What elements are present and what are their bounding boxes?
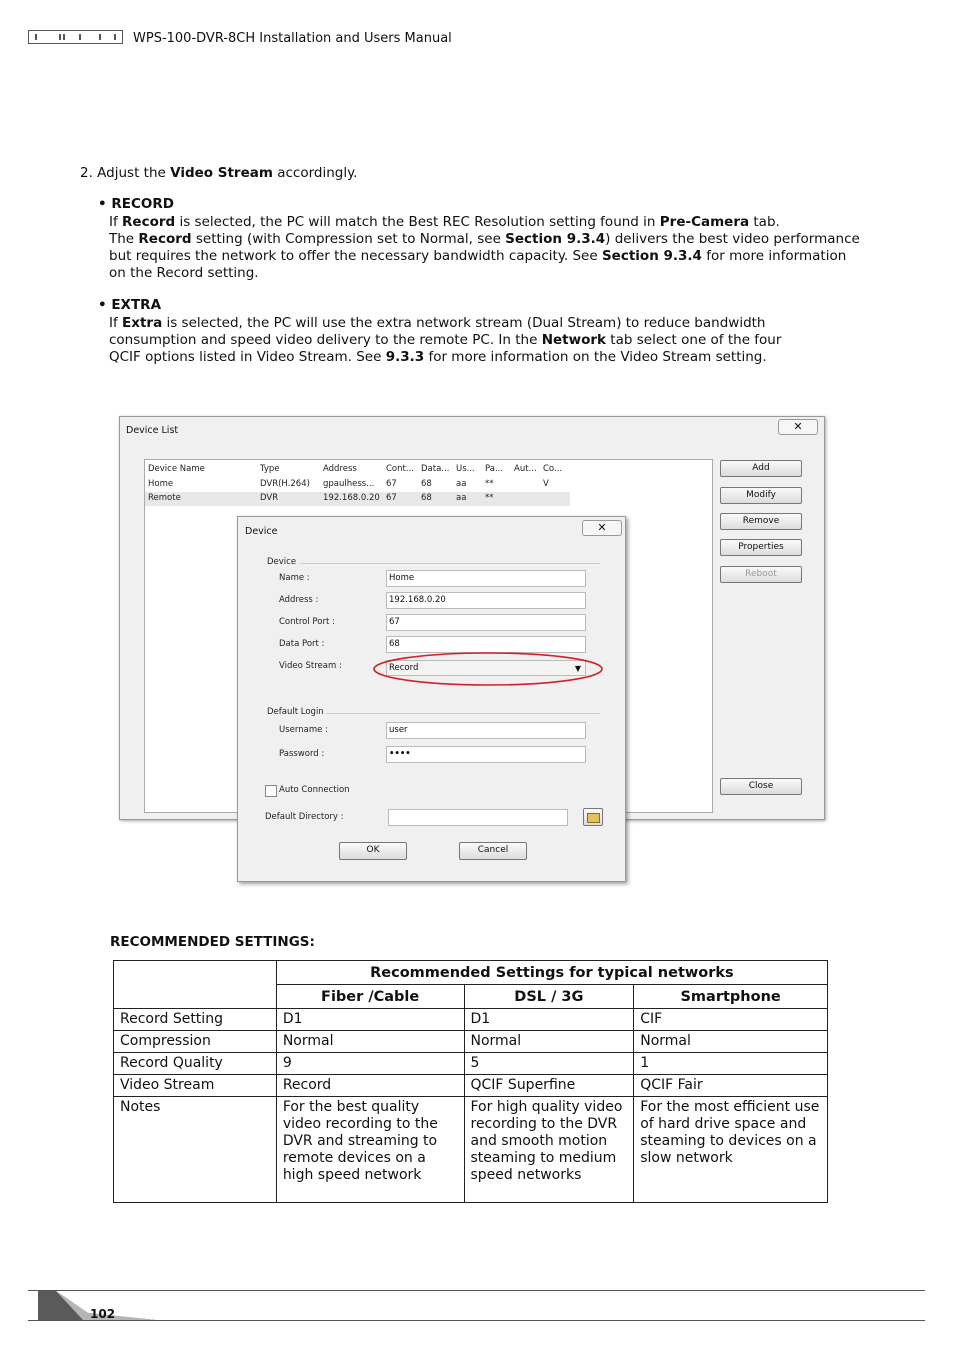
group-login-label: Default Login — [267, 707, 324, 717]
cell: Normal — [634, 1031, 828, 1053]
column-header: Fiber /Cable — [276, 985, 464, 1009]
footer-rule-bottom — [28, 1320, 925, 1321]
properties-button[interactable]: Properties — [720, 539, 802, 556]
cell: QCIF Fair — [634, 1075, 828, 1097]
table-row[interactable] — [145, 492, 570, 506]
cell: QCIF Superfine — [464, 1075, 634, 1097]
control-port-field[interactable]: 67 — [386, 614, 586, 631]
step-2-text: 2. Adjust the Video Stream accordingly. — [80, 165, 358, 181]
col-user[interactable]: Us... — [456, 464, 475, 474]
group-device-label: Device — [267, 557, 297, 567]
table-row — [114, 1075, 828, 1097]
password-label: Password : — [279, 749, 325, 759]
row-label: Video Stream — [114, 1075, 277, 1097]
cell: For the best quality video recording to the DVR and streaming to remote devices on a high speed network — [276, 1097, 464, 1203]
cell: For the most efficient use of hard drive space and steaming to devices on a slow network — [634, 1097, 828, 1203]
recommended-settings-table — [113, 960, 828, 1203]
address-label: Address : — [279, 595, 319, 605]
cell: 67 — [386, 493, 397, 503]
default-directory-label: Default Directory : — [265, 812, 344, 822]
ok-button[interactable]: OK — [339, 842, 407, 860]
device-list-title: Device List — [126, 425, 179, 436]
cell: ** — [485, 493, 494, 503]
cell: D1 — [276, 1009, 464, 1031]
column-header: DSL / 3G — [464, 985, 634, 1009]
video-stream-value: Record — [389, 663, 419, 673]
cancel-button[interactable]: Cancel — [459, 842, 527, 860]
username-field[interactable]: user — [386, 722, 586, 739]
row-label: Record Setting — [114, 1009, 277, 1031]
reboot-button[interactable]: Reboot — [720, 566, 802, 583]
cell: Home — [148, 479, 174, 489]
table-row[interactable] — [145, 478, 570, 492]
folder-icon — [587, 813, 600, 823]
close-button[interactable]: Close — [720, 778, 802, 795]
table-row — [114, 1031, 828, 1053]
row-label: Record Quality — [114, 1053, 277, 1075]
col-control[interactable]: Cont... — [386, 464, 414, 474]
name-field[interactable]: Home — [386, 570, 586, 587]
password-field[interactable]: •••• — [386, 746, 586, 763]
group-divider — [326, 713, 600, 714]
record-paragraph: If Record is selected, the PC will match the Best REC Resolution setting found in Pre-Camera tab. The Record setting (with Compression set to Normal, see Section 9.3.4) delivers the best video performance but requires the network to offer the necessary bandwidth capacity. See Section 9.3.4 for more information on the Record setting. — [109, 214, 860, 281]
cell: For high quality video recording to the DVR and smooth motion steaming to medium speed networks — [464, 1097, 634, 1203]
device-list-close-icon[interactable]: ✕ — [778, 419, 818, 435]
cell: Normal — [276, 1031, 464, 1053]
table-corner-cell — [114, 961, 277, 1009]
group-divider — [300, 563, 600, 564]
page-number: 102 — [90, 1307, 116, 1321]
col-data[interactable]: Data... — [421, 464, 450, 474]
video-stream-label: Video Stream : — [279, 661, 342, 671]
cell: aa — [456, 493, 467, 503]
name-label: Name : — [279, 573, 310, 583]
cell: 1 — [634, 1053, 828, 1075]
column-header: Smartphone — [634, 985, 828, 1009]
cell: 67 — [386, 479, 397, 489]
col-type[interactable]: Type — [260, 464, 280, 474]
row-label: Compression — [114, 1031, 277, 1053]
remove-button[interactable]: Remove — [720, 513, 802, 530]
device-dialog — [237, 516, 626, 882]
cell: ** — [485, 479, 494, 489]
row-label: Notes — [114, 1097, 277, 1203]
auto-connection-label: Auto Connection — [279, 785, 350, 795]
chevron-down-icon: ▼ — [574, 664, 581, 673]
cell: 9 — [276, 1053, 464, 1075]
record-heading: • RECORD — [98, 196, 174, 212]
folder-browse-button[interactable] — [583, 808, 603, 826]
cell: D1 — [464, 1009, 634, 1031]
cell: gpaulhess... — [323, 479, 375, 489]
device-dialog-close-icon[interactable]: ✕ — [582, 520, 622, 536]
col-password[interactable]: Pa... — [485, 464, 504, 474]
col-auto[interactable]: Aut... — [514, 464, 537, 474]
table-row — [114, 1053, 828, 1075]
footer-rule-top — [28, 1290, 925, 1291]
default-directory-field[interactable] — [388, 809, 568, 826]
manual-logo — [28, 30, 123, 44]
cell: DVR(H.264) — [260, 479, 310, 489]
table-row — [114, 1097, 828, 1203]
add-button[interactable]: Add — [720, 460, 802, 477]
col-address[interactable]: Address — [323, 464, 357, 474]
cell: aa — [456, 479, 467, 489]
data-port-label: Data Port : — [279, 639, 325, 649]
cell: DVR — [260, 493, 279, 503]
cell: CIF — [634, 1009, 828, 1031]
cell: 68 — [421, 479, 432, 489]
table-row — [114, 1009, 828, 1031]
extra-heading: • EXTRA — [98, 297, 162, 313]
data-port-field[interactable]: 68 — [386, 636, 586, 653]
highlight-ellipse — [371, 650, 605, 690]
cell: V — [543, 479, 549, 489]
modify-button[interactable]: Modify — [720, 487, 802, 504]
cell: Record — [276, 1075, 464, 1097]
col-device-name[interactable]: Device Name — [148, 464, 205, 474]
address-field[interactable]: 192.168.0.20 — [386, 592, 586, 609]
auto-connection-checkbox[interactable] — [265, 785, 277, 797]
cell: 68 — [421, 493, 432, 503]
recommended-heading: RECOMMENDED SETTINGS: — [110, 934, 315, 950]
cell: Normal — [464, 1031, 634, 1053]
cell: Remote — [148, 493, 181, 503]
cell: 5 — [464, 1053, 634, 1075]
group-header: Recommended Settings for typical networks — [276, 961, 827, 985]
control-port-label: Control Port : — [279, 617, 335, 627]
cell: 192.168.0.20 — [323, 493, 380, 503]
username-label: Username : — [279, 725, 328, 735]
header-title: WPS-100-DVR-8CH Installation and Users Manual — [133, 31, 452, 46]
extra-paragraph: If Extra is selected, the PC will use the extra network stream (Dual Stream) to reduce bandwidth consumption and speed video delivery to the remote PC. In the Network tab select one of the four QCIF options listed in Video Stream. See 9.3.3 for more information on the Video Stream setting. — [109, 315, 782, 365]
device-dialog-title: Device — [245, 526, 278, 537]
col-connection[interactable]: Co... — [543, 464, 563, 474]
